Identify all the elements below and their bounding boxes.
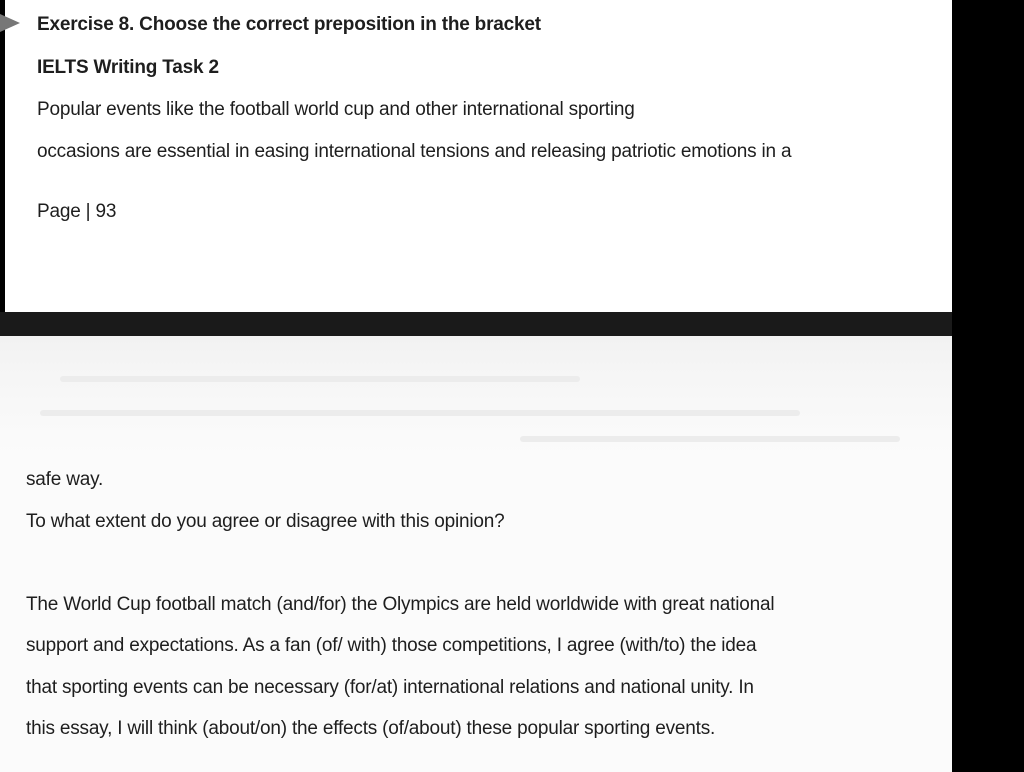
essay-line-2: support and expectations. As a fan (of/ with) those competitions, I agree (with/to) the idea bbox=[26, 635, 757, 656]
prompt-continuation: safe way. bbox=[26, 469, 104, 490]
exercise-title: Exercise 8. Choose the correct preposition in the bracket bbox=[37, 14, 541, 35]
blurred-line bbox=[40, 410, 800, 416]
top-page bbox=[0, 0, 952, 312]
page-number: Page | 93 bbox=[37, 201, 117, 222]
blurred-line bbox=[520, 436, 900, 442]
essay-question: To what extent do you agree or disagree with this opinion? bbox=[26, 511, 505, 532]
essay-line-4: this essay, I will think (about/on) the effects (of/about) these popular sporting events. bbox=[26, 718, 716, 739]
blurred-line bbox=[60, 376, 580, 382]
play-arrow-icon bbox=[0, 14, 20, 32]
page-left-edge bbox=[0, 0, 5, 312]
right-black-margin bbox=[952, 0, 1024, 772]
essay-line-3: that sporting events can be necessary (for/at) international relations and national unity. In bbox=[26, 677, 754, 698]
essay-line-1: The World Cup football match (and/for) the Olympics are held worldwide with great national bbox=[26, 594, 775, 615]
task-label: IELTS Writing Task 2 bbox=[37, 57, 219, 78]
prompt-line-2: occasions are essential in easing international tensions and releasing patriotic emotions in a bbox=[37, 141, 792, 162]
page-separator bbox=[0, 312, 952, 336]
prompt-line-1: Popular events like the football world cup and other international sporting bbox=[37, 99, 635, 120]
bottom-page bbox=[0, 336, 952, 772]
